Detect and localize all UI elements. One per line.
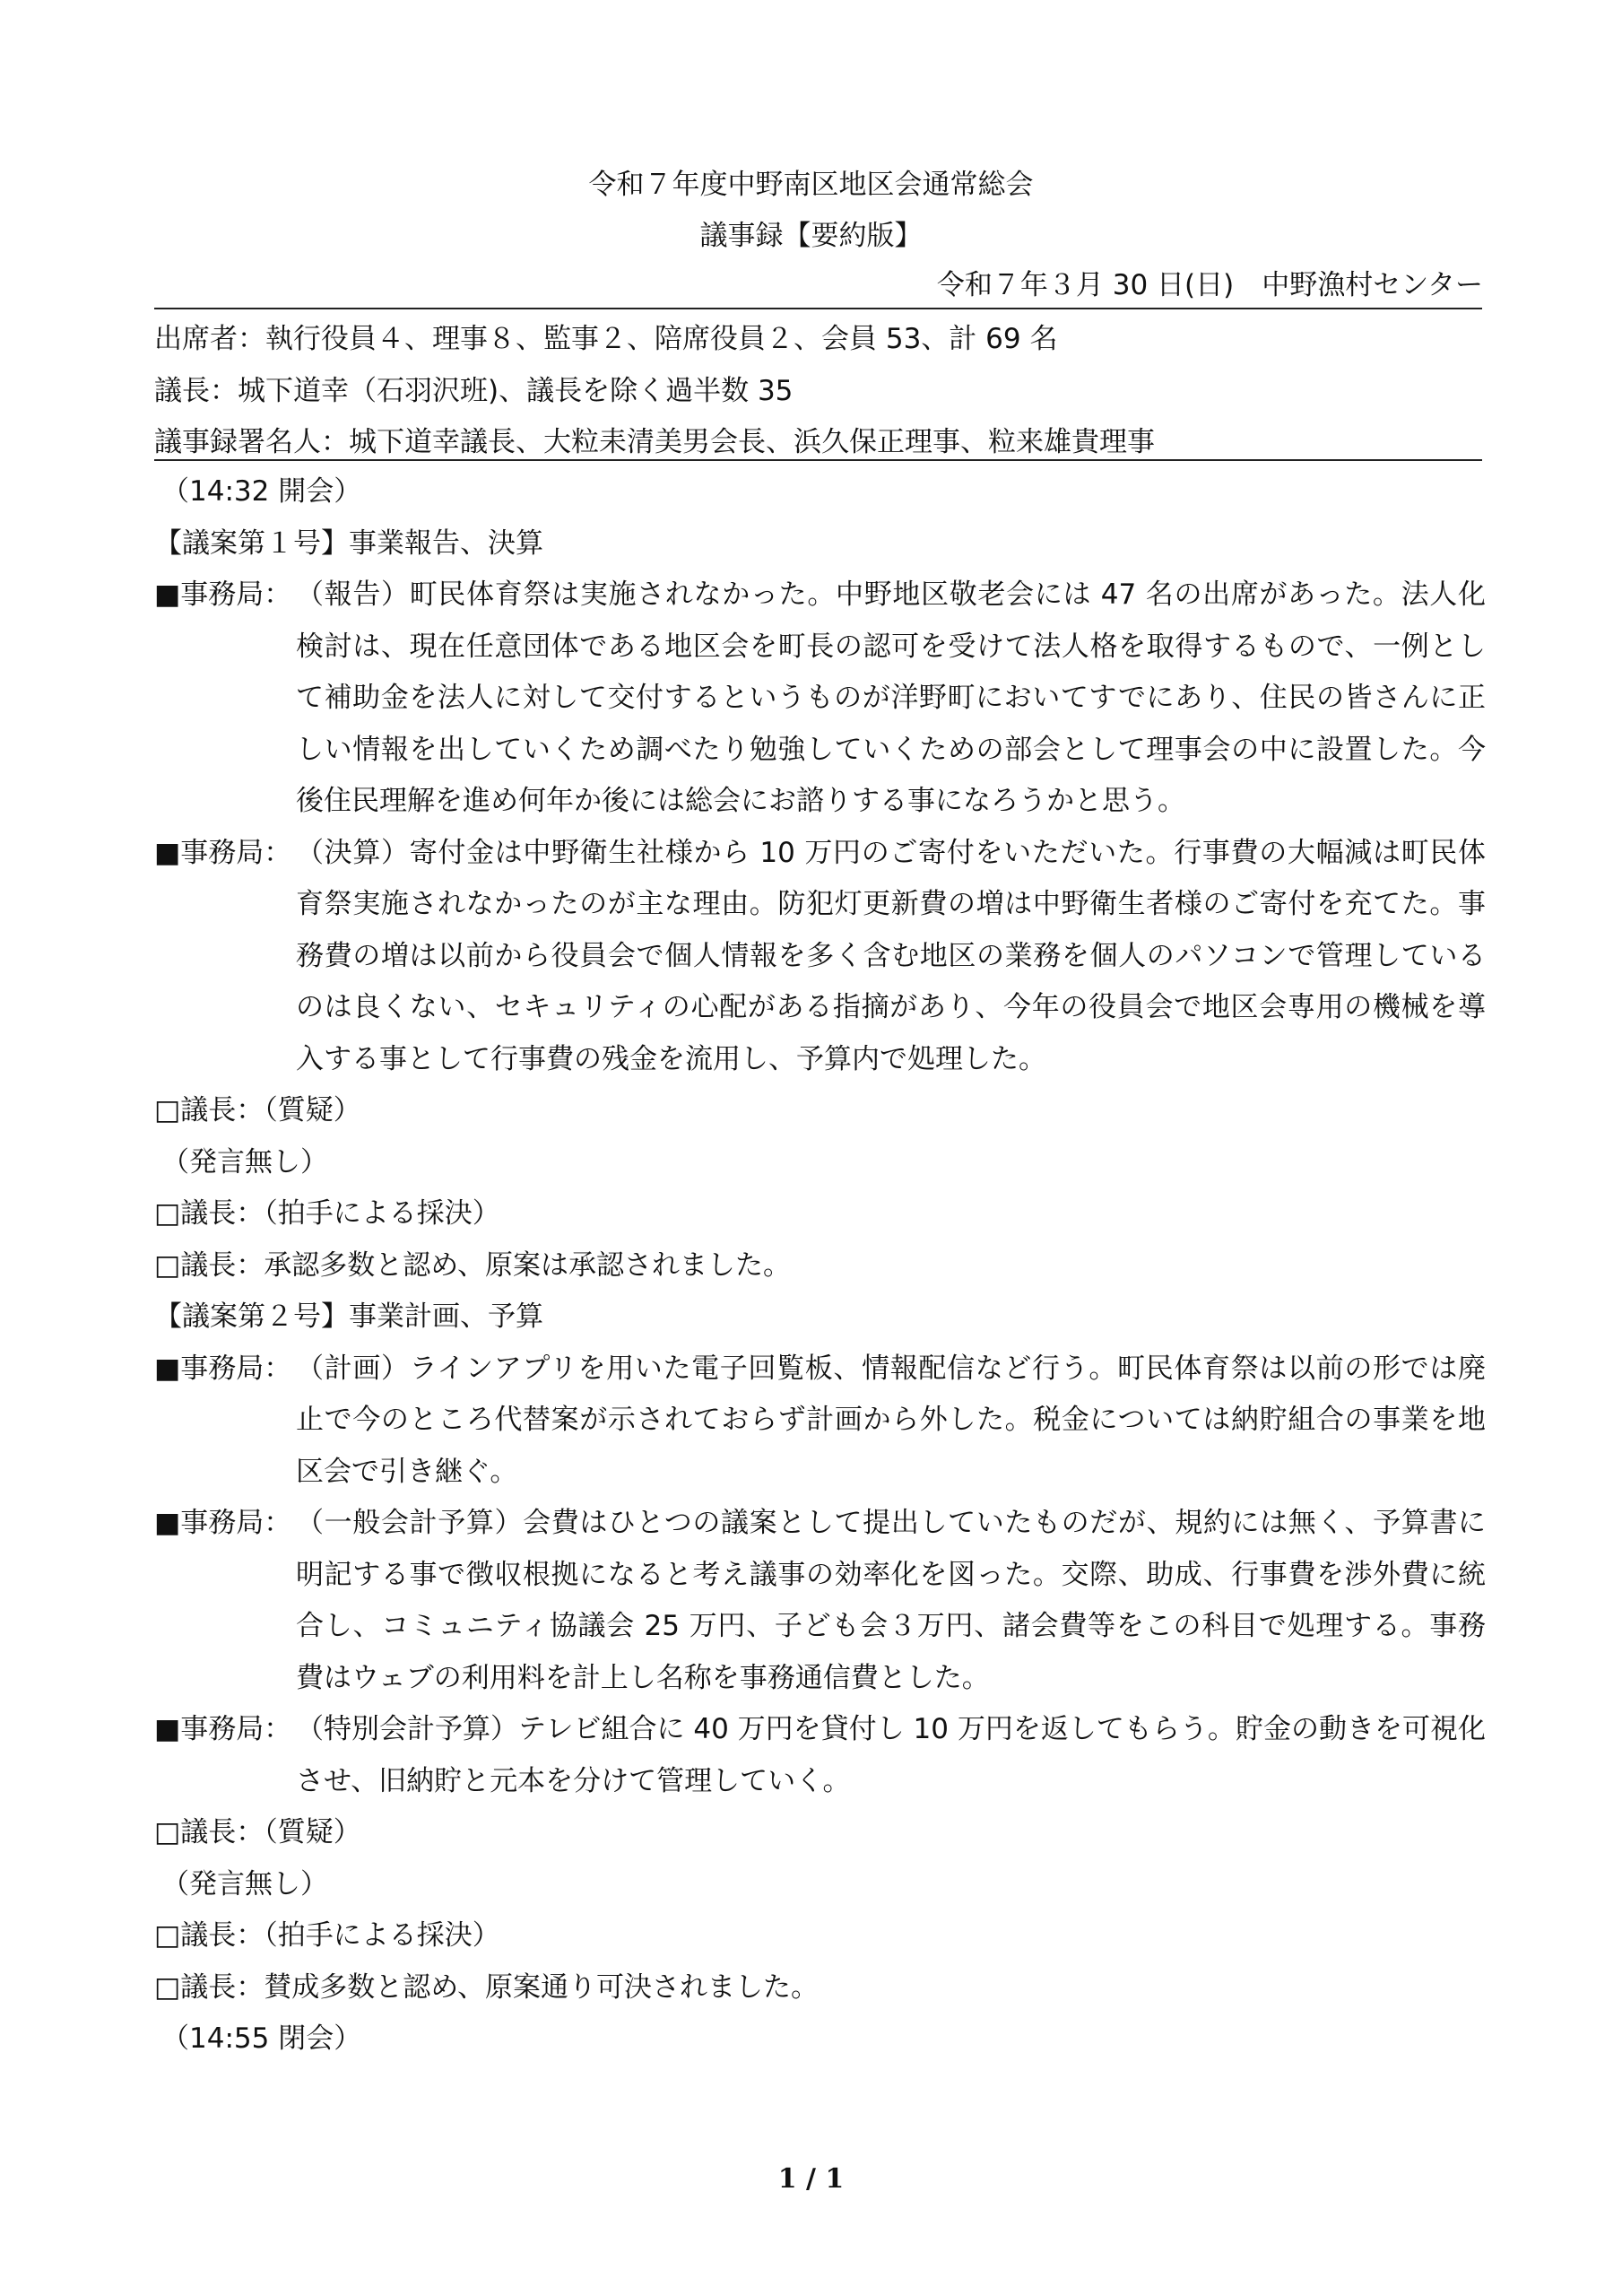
document-title: 令和７年度中野南区地区会通常総会: [588, 169, 1034, 201]
statement-text: （決算）寄付金は中野衛生社様から 10 万円のご寄付をいただいた。行事費の大幅減は町民体育祭実施されなかったのが主な理由。防犯灯更新費の増は中野衛生者様のご寄付を充てた。事務費の増は以前から役員会で個人情報を多く含む地区の業務を個人のパソコンで管理しているのは良くない、セキュリティの心配がある指摘があり、今年の役員会で地区会専用の機械を導入する事として行事費の残金を流用し、予算内で処理した。: [296, 836, 1486, 1075]
agenda-2-special-budget: [154, 1704, 1486, 1807]
divider-top: [154, 308, 1482, 309]
chair-line: 議長：城下道幸（石羽沢班)、議長を除く過半数 35: [154, 375, 794, 407]
statement-text: （報告）町民体育祭は実施されなかった。中野地区敬老会には 47 名の出席があった。法人化検討は、現在任意団体である地区会を町長の認可を受けて法人格を取得するもので、一例として補助金を法人に対して交付するというものが洋野町においてすでにあり、住民の皆さんに正しい情報を出していくため調べたり勉強していくための部会として理事会の中に設置した。今後住民理解を進め何年か後には総会にお諮りする事になろうかと思う。: [296, 578, 1486, 817]
attendees-line: 出席者：執行役員４、理事８、監事２、陪席役員２、会員 53、計 69 名: [154, 323, 1058, 355]
agenda-1-report: [154, 570, 1486, 828]
speaker-label: ■事務局：: [154, 1713, 292, 1745]
agenda-1-question: □議長：（質疑）: [154, 1094, 361, 1126]
agenda-2-result: □議長：賛成多数と認め、原案通り可決されました。: [154, 1970, 820, 2004]
agenda-2-plan: [154, 1344, 1486, 1499]
open-time: （14:32 開会）: [161, 475, 362, 508]
agenda-1-no-comment: （発言無し）: [161, 1145, 328, 1178]
agenda-2-heading: 【議案第２号】事業計画、予算: [154, 1300, 543, 1333]
signers-line: 議事録署名人：城下道幸議長、大粒耒清美男会長、浜久保正理事、粒来雄貴理事: [154, 426, 1155, 458]
speaker-label: ■事務局：: [154, 578, 292, 611]
agenda-1-heading: 【議案第１号】事業報告、決算: [154, 526, 543, 560]
close-time: （14:55 閉会）: [161, 2022, 362, 2055]
agenda-1-settlement: [154, 828, 1486, 1086]
agenda-1-result: □議長：承認多数と認め、原案は承認されました。: [154, 1248, 792, 1282]
agenda-1-vote: □議長：（拍手による採決）: [154, 1197, 500, 1230]
agenda-2-question: □議長：（質疑）: [154, 1816, 361, 1848]
speaker-label: ■事務局：: [154, 836, 292, 869]
document-subtitle: 議事録【要約版】: [699, 220, 923, 252]
agenda-2-vote: □議長：（拍手による採決）: [154, 1919, 500, 1952]
statement-text: （計画）ラインアプリを用いた電子回覧板、情報配信など行う。町民体育祭は以前の形では廃止で今のところ代替案が示されておらず計画から外した。税金については納貯組合の事業を地区会で引き継ぐ。: [296, 1352, 1486, 1488]
agenda-2-no-comment: （発言無し）: [161, 1867, 328, 1900]
date-place: 令和７年３月 30 日(日) 中野漁村センター: [936, 269, 1483, 301]
statement-text: （一般会計予算）会費はひとつの議案として提出していたものだが、規約には無く、予算書に明記する事で徴収根拠になると考え議事の効率化を図った。交際、助成、行事費を渉外費に統合し、コミュニティ協議会 25 万円、子ども会３万円、諸会費等をこの科目で処理する。事務費はウェブの利用料を計上し名称を事務通信費とした。: [296, 1507, 1486, 1694]
speaker-label: ■事務局：: [154, 1507, 292, 1539]
minutes-body: [154, 466, 1486, 2066]
statement-text: （特別会計予算）テレビ組合に 40 万円を貸付し 10 万円を返してもらう。貯金の動きを可視化させ、旧納貯と元本を分けて管理していく。: [296, 1713, 1486, 1797]
page-number: 1 / 1: [777, 2163, 845, 2195]
agenda-2-general-budget: [154, 1498, 1486, 1704]
divider-bottom: [154, 459, 1482, 461]
speaker-label: ■事務局：: [154, 1352, 292, 1385]
